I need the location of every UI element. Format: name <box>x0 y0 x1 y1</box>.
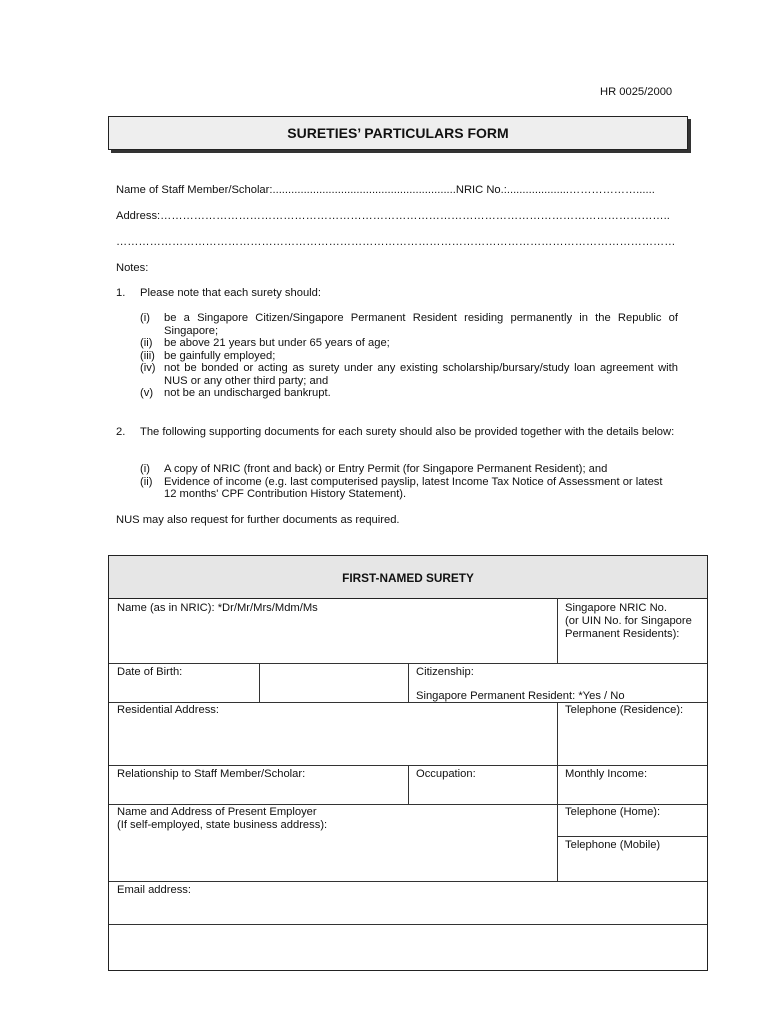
list-item-roman: (ii) <box>140 337 153 349</box>
surety-nric-field[interactable] <box>565 602 692 641</box>
staff-name-label: Name of Staff Member/Scholar: <box>116 184 273 196</box>
list-item-text: be gainfully employed; <box>164 349 276 362</box>
dob-label: Date of Birth: <box>117 666 183 678</box>
nric-field[interactable]: ....................………………...... <box>506 184 655 196</box>
row-divider <box>109 804 707 805</box>
email-field[interactable]: Email address: <box>117 884 191 896</box>
column-divider <box>557 702 558 765</box>
pr-status-field[interactable]: Singapore Permanent Resident: *Yes / No <box>416 690 625 702</box>
surety-name-field[interactable]: Name (as in NRIC): *Dr/Mr/Mrs/Mdm/Ms <box>117 602 318 614</box>
list-item-text: A copy of NRIC (front and back) or Entry Permit (for Singapore Permanent Resident); and <box>164 463 608 475</box>
telephone-home-field[interactable]: Telephone (Home): <box>565 806 661 818</box>
notes-footer: NUS may also request for further documents as required. <box>116 514 400 526</box>
citizenship-field[interactable]: Citizenship: <box>416 666 474 678</box>
list-item-text: not be bonded or acting as surety under any existing scholarship/bursary/study loan agreement with NUS or any other third party; and <box>164 362 678 387</box>
telephone-residence-field[interactable]: Telephone (Residence): <box>565 704 684 716</box>
row-divider <box>557 836 707 837</box>
form-title-box <box>108 116 688 150</box>
address-line <box>116 210 678 222</box>
notes-heading: Notes: <box>116 262 149 274</box>
column-divider <box>408 765 409 804</box>
telephone-mobile-field[interactable]: Telephone (Mobile) <box>565 839 661 851</box>
address-line-2[interactable]: …………………………………………………………………………………………………………………………………… <box>116 236 676 248</box>
address-label: Address: <box>116 210 161 222</box>
list-item-text: be a Singapore Citizen/Singapore Permanent Resident residing permanently in the Republic of Singapore; <box>164 312 678 337</box>
table-header-title: FIRST-NAMED SURETY <box>342 571 474 585</box>
note-1 <box>0 287 770 307</box>
residential-address-field[interactable]: Residential Address: <box>117 704 219 716</box>
list-item-roman: (i) <box>140 463 150 475</box>
blank-row[interactable] <box>109 925 707 969</box>
address-field[interactable]: ……………………………………………………………………………………………………………………….. <box>160 210 670 222</box>
employer-label-line: Name and Address of Present Employer <box>117 806 317 818</box>
list-item-roman: (ii) <box>140 475 153 488</box>
note-1-number: 1. <box>116 287 126 299</box>
note-2-number: 2. <box>116 426 126 438</box>
list-item-roman: (iv) <box>140 362 156 375</box>
note-2-text: The following supporting documents for each surety should also be provided together with the details below: <box>140 426 675 438</box>
list-item-text: Evidence of income (e.g. last computerised payslip, latest Income Tax Notice of Assessment or latest 12 months' CPF Contribution History Statement). <box>164 475 663 501</box>
dob-field[interactable] <box>260 664 407 701</box>
list-item-roman: (i) <box>140 312 150 324</box>
occupation-field[interactable]: Occupation: <box>416 768 476 780</box>
note-1-text: Please note that each surety should: <box>140 287 321 299</box>
surety-table <box>108 555 708 971</box>
note-2-list <box>140 463 678 503</box>
list-item-roman: (v) <box>140 387 154 400</box>
monthly-income-field[interactable]: Monthly Income: <box>565 768 648 780</box>
column-divider <box>557 765 558 804</box>
staff-name-line <box>116 184 655 196</box>
nric-label: NRIC No.: <box>455 184 507 196</box>
list-item-roman: (iii) <box>140 349 155 362</box>
row-divider <box>109 881 707 882</box>
column-divider <box>557 598 558 663</box>
employer-field[interactable] <box>117 806 327 832</box>
form-title: SURETIES’ PARTICULARS FORM <box>287 125 509 141</box>
nric-label-line: Singapore NRIC No. <box>565 602 667 614</box>
note-2 <box>0 426 770 456</box>
list-item-text: not be an undischarged bankrupt. <box>164 387 331 400</box>
nric-label-line: (or UIN No. for Singapore <box>565 615 692 627</box>
nric-label-line: Permanent Residents): <box>565 628 680 640</box>
column-divider <box>408 663 409 702</box>
document-reference: HR 0025/2000 <box>600 86 673 98</box>
column-divider <box>557 804 558 881</box>
list-item-text: be above 21 years but under 65 years of age; <box>164 337 390 349</box>
relationship-field[interactable]: Relationship to Staff Member/Scholar: <box>117 768 306 780</box>
employer-label-line: (If self-employed, state business address): <box>117 819 328 831</box>
table-header <box>109 556 707 599</box>
staff-name-field[interactable]: ........................................................... <box>272 184 456 196</box>
note-1-list <box>140 312 678 402</box>
